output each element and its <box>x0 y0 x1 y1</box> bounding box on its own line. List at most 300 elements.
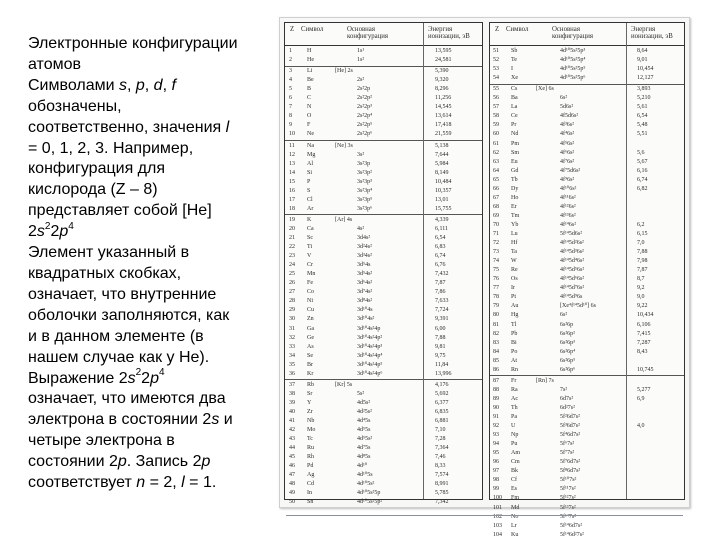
text-run: 2 <box>28 223 37 241</box>
atomic-number: 102 <box>493 513 502 520</box>
element-symbol: Dy <box>511 185 519 192</box>
ionization-energy: 8,296 <box>435 86 449 93</box>
outer-config: 4d⁵5s² <box>357 436 373 443</box>
ionization-energy: 6,835 <box>435 408 449 415</box>
ionization-energy: 21,559 <box>435 131 452 138</box>
table-row <box>490 203 684 212</box>
table-row <box>490 449 684 458</box>
ionization-energy: 7,98 <box>637 258 648 265</box>
text-run: p <box>135 76 145 94</box>
atomic-number: 33 <box>289 343 295 350</box>
outer-config: 3d⁵4s <box>357 262 371 269</box>
ionization-energy: 10,454 <box>637 66 654 73</box>
ionization-energy: 6,83 <box>435 244 446 251</box>
atomic-number: 92 <box>493 423 499 430</box>
atomic-number: 21 <box>289 235 295 241</box>
ionization-energy: 5,138 <box>435 142 449 149</box>
atomic-number: 60 <box>493 131 499 138</box>
outer-config: 5f²6d7s² <box>560 414 580 420</box>
ionization-energy: 13,595 <box>435 48 452 54</box>
scan-bottom-edge <box>286 515 683 516</box>
table-row <box>285 399 482 408</box>
ionization-energy: 9,0 <box>637 294 645 301</box>
ionization-energy: 11,256 <box>435 95 452 102</box>
outer-config: 4d¹⁰5s²5p <box>357 490 381 497</box>
element-symbol: W <box>511 258 517 265</box>
outer-config: 4f¹⁴5d³6s² <box>560 249 584 256</box>
ionization-energy: 9,2 <box>637 285 645 292</box>
atomic-number: 11 <box>289 142 295 149</box>
atomic-number: 35 <box>289 361 295 368</box>
table-row <box>285 489 482 498</box>
text-run: s <box>36 223 45 241</box>
table-row <box>285 334 482 343</box>
table-row <box>285 243 482 252</box>
atomic-number: 89 <box>493 395 499 402</box>
element-symbol: Ge <box>307 334 314 341</box>
text-line <box>28 118 268 139</box>
element-symbol: Ir <box>511 285 515 292</box>
element-symbol: Be <box>307 77 314 84</box>
table-row <box>285 297 482 306</box>
element-symbol: Fr <box>511 377 517 384</box>
atomic-number: 58 <box>493 113 499 120</box>
atomic-number: 55 <box>493 86 499 93</box>
ionization-energy: 11,84 <box>435 361 449 368</box>
atomic-number: 38 <box>289 390 295 397</box>
outer-config: 4d¹⁰5s²5p⁶ <box>560 75 586 82</box>
element-symbol: Pt <box>511 294 517 301</box>
element-symbol: Rb <box>307 381 315 388</box>
text-run: p <box>117 453 127 471</box>
atomic-number: 63 <box>493 158 499 165</box>
element-symbol: O <box>307 113 312 120</box>
element-symbol: Sr <box>307 390 313 397</box>
text-run: , <box>144 76 154 94</box>
outer-config: 4f¹⁴6s² <box>560 221 577 228</box>
element-symbol: Ra <box>511 386 518 393</box>
element-symbol: Pa <box>511 414 517 420</box>
outer-config: 4f¹¹6s² <box>560 194 576 201</box>
outer-config: 2s²2p⁵ <box>357 122 373 129</box>
outer-config: 3d4s² <box>357 235 371 241</box>
atomic-number: 46 <box>289 463 295 470</box>
element-symbol: Pd <box>307 463 314 470</box>
text-run: Электронные конфигурации <box>28 35 238 52</box>
element-symbol: Nd <box>511 131 519 138</box>
table-row <box>490 130 684 139</box>
atomic-number: 90 <box>493 404 499 411</box>
atomic-number: 70 <box>493 221 499 228</box>
atomic-number: 39 <box>289 399 295 406</box>
ionization-energy: 6,16 <box>637 167 648 174</box>
table-row <box>285 435 482 444</box>
element-symbol: Cl <box>307 196 313 203</box>
ionization-energy: 8,991 <box>435 481 449 488</box>
table-row <box>285 151 482 160</box>
text-run: p <box>201 453 211 471</box>
header-symbol: Символ <box>301 26 324 33</box>
ionization-energy: 6,74 <box>637 176 648 183</box>
table-row <box>490 85 684 94</box>
element-symbol: Cu <box>307 307 315 314</box>
table-row <box>490 149 684 158</box>
element-symbol: Tl <box>511 321 517 328</box>
outer-config: 3d¹⁰4s²4p³ <box>357 343 383 350</box>
element-symbol: Pm <box>511 140 520 147</box>
outer-config: 4d⁸5s <box>357 454 371 461</box>
text-run: f <box>171 76 176 94</box>
text-line <box>28 34 268 55</box>
table-row <box>490 339 684 348</box>
table-row <box>285 417 482 426</box>
atomic-number: 14 <box>289 169 295 176</box>
element-symbol: Po <box>511 348 518 355</box>
outer-config: 5f¹⁴6d7s² <box>560 522 583 529</box>
text-run: электрона в состоянии 2 <box>28 411 212 429</box>
table-row <box>490 185 684 194</box>
core-config: [Ar] 4s <box>335 216 353 223</box>
atomic-number: 19 <box>289 216 295 223</box>
text-run: нашем случае как у He). <box>28 348 210 366</box>
ionization-energy: 24,581 <box>435 57 452 64</box>
element-symbol: Ag <box>307 472 315 479</box>
element-symbol: H <box>307 48 312 54</box>
atomic-number: 76 <box>493 276 499 283</box>
element-symbol: Ku <box>511 531 519 538</box>
atomic-number: 84 <box>493 348 499 355</box>
ionization-energy: 7,644 <box>435 151 449 158</box>
ionization-energy: 13,01 <box>435 196 449 203</box>
atomic-number: 2 <box>289 57 292 64</box>
outer-config: 6d²7s² <box>560 404 575 411</box>
slide-text-block <box>28 34 268 494</box>
ionization-energy: 3,893 <box>637 86 651 93</box>
table-row <box>490 257 684 266</box>
outer-config: 3d³4s² <box>357 253 372 260</box>
text-run: Символами <box>28 76 119 94</box>
atomic-number: 56 <box>493 95 499 102</box>
outer-config: 3s²3p³ <box>357 178 372 185</box>
ionization-energy: 9,391 <box>435 316 449 323</box>
outer-config: 4d⁷5s <box>357 445 371 452</box>
text-run: обозначены, <box>28 97 122 115</box>
table-row <box>490 302 684 311</box>
table-row <box>490 348 684 357</box>
outer-config: 4d¹⁰ <box>357 463 368 470</box>
outer-config: 4f¹⁴5d⁴6s² <box>560 258 585 265</box>
element-symbol: Co <box>307 289 315 296</box>
element-symbol: Se <box>307 352 313 359</box>
element-symbol: Ce <box>511 113 518 120</box>
ionization-energy: 7,87 <box>637 267 648 274</box>
table-row <box>490 377 684 386</box>
element-symbol: C <box>307 95 312 102</box>
atomic-number: 48 <box>289 481 295 488</box>
table-row <box>490 112 684 121</box>
header-z: Z <box>290 26 295 33</box>
ionization-energy: 6,106 <box>637 321 651 328</box>
outer-config: 6s² <box>560 312 568 319</box>
element-symbol: Tc <box>307 436 313 443</box>
ionization-energy: 14,545 <box>435 104 452 111</box>
outer-config: 3d⁸4s² <box>357 298 373 305</box>
ionization-energy: 6,74 <box>435 253 446 260</box>
outer-config: 4d⁴5s <box>357 418 371 424</box>
atomic-number: 13 <box>289 160 295 167</box>
atomic-number: 67 <box>493 194 499 201</box>
table-row <box>285 94 482 103</box>
outer-config: 2s²2p⁶ <box>357 131 373 138</box>
ionization-energy: 9,320 <box>435 77 449 84</box>
ionization-energy: 6,111 <box>435 225 449 232</box>
text-run: и <box>219 411 233 429</box>
element-symbol: Ru <box>307 445 315 452</box>
outer-config: 5s² <box>357 390 365 397</box>
table-row <box>285 234 482 243</box>
table-row <box>490 522 684 531</box>
outer-config: 6s²6p <box>560 321 574 328</box>
outer-config: 3d¹⁰4s²4p <box>357 325 381 332</box>
atomic-number: 97 <box>493 468 499 475</box>
table-right-column <box>489 22 685 538</box>
text-run: = 2, <box>145 474 182 492</box>
atomic-number: 36 <box>289 370 295 377</box>
element-symbol: V <box>307 253 312 260</box>
ionization-energy: 5,692 <box>435 390 449 397</box>
ionization-energy: 7,88 <box>435 334 446 341</box>
atomic-number: 98 <box>493 477 499 484</box>
element-symbol: Th <box>511 404 518 411</box>
ionization-energy: 10,745 <box>637 366 654 373</box>
table-row <box>285 142 482 151</box>
outer-config: 6d7s² <box>560 395 574 402</box>
outer-config: 6s²6p² <box>560 330 575 337</box>
atomic-number: 4 <box>289 77 292 84</box>
ionization-energy: 6,881 <box>435 418 449 424</box>
outer-config: 3s²3p⁴ <box>357 187 373 194</box>
table-row <box>490 56 684 65</box>
element-symbol: Er <box>511 203 517 210</box>
outer-config: 4f⁷5d6s² <box>560 167 581 174</box>
ionization-energy: 7,86 <box>435 289 446 296</box>
text-run: оболочки заполняются, как <box>28 306 230 324</box>
element-symbol: N <box>307 104 312 111</box>
outer-config: 4f¹⁴5d⁵6s² <box>560 267 585 274</box>
text-line <box>28 431 268 452</box>
atomic-number: 24 <box>289 262 295 269</box>
atomic-number: 43 <box>289 436 295 443</box>
core-config: [Kr] 5s <box>335 381 353 388</box>
text-run: s <box>118 76 127 94</box>
table-row <box>490 176 684 185</box>
atomic-number: 100 <box>493 495 502 502</box>
atomic-number: 10 <box>289 131 295 138</box>
outer-config: 3s²3p <box>357 160 371 167</box>
table-row <box>285 112 482 121</box>
outer-config: 4d⁵5s <box>357 427 371 434</box>
table-row <box>285 352 482 361</box>
text-line <box>28 348 268 369</box>
ionization-energy: 7,46 <box>435 454 446 461</box>
text-run: 4 <box>158 367 165 379</box>
outer-config: 3d¹⁰4s²4p⁶ <box>357 370 383 377</box>
table-row <box>490 239 684 248</box>
ionization-energy: 5,785 <box>435 490 449 497</box>
ionization-energy: 5,390 <box>435 68 449 75</box>
outer-config: 4f5d6s² <box>560 113 579 120</box>
atomic-number: 52 <box>493 57 499 64</box>
table-row <box>285 261 482 270</box>
table-row <box>490 311 684 320</box>
text-line <box>28 389 268 410</box>
element-symbol: Ac <box>511 395 518 402</box>
header-z: Z <box>495 26 500 33</box>
ionization-energy: 5,48 <box>637 122 648 129</box>
ionization-energy: 5,6 <box>637 149 645 156</box>
ionization-energy: 5,210 <box>637 95 651 102</box>
table-row <box>285 47 482 56</box>
text-line <box>28 369 268 390</box>
ionization-energy: 6,54 <box>435 235 446 241</box>
text-line <box>28 410 268 431</box>
atomic-number: 37 <box>289 381 295 388</box>
element-symbol: Sm <box>511 149 520 156</box>
outer-config: 3s² <box>357 151 365 158</box>
header-energy: Энергия ионизации, эВ <box>631 26 673 40</box>
atomic-number: 86 <box>493 366 499 373</box>
text-line <box>28 139 268 160</box>
header-energy: Энергия ионизации, эВ <box>428 26 470 40</box>
text-run: означает, что внутренние <box>28 285 217 303</box>
element-symbol: Lr <box>511 522 517 529</box>
outer-config: 6s²6p⁶ <box>560 366 576 373</box>
outer-config: 5f¹⁰7s² <box>560 477 577 484</box>
element-symbol: Te <box>511 57 517 64</box>
atomic-number: 82 <box>493 330 499 337</box>
text-run: l <box>181 474 185 492</box>
outer-config: [Xe⁴f¹⁴5d¹⁰] 6s <box>560 303 597 310</box>
element-symbol: Hg <box>511 312 519 319</box>
outer-config: 4f¹⁴5d⁶6s² <box>560 276 585 283</box>
element-symbol: Zr <box>307 408 313 415</box>
table-row <box>285 56 482 65</box>
text-run: представляет собой [He] <box>28 202 212 220</box>
outer-config: 1s¹ <box>357 48 365 54</box>
ionization-energy: 9,75 <box>435 352 446 359</box>
element-symbol: Np <box>511 432 519 439</box>
atomic-number: 15 <box>289 178 295 185</box>
element-symbol: Pu <box>511 441 518 448</box>
atomic-number: 25 <box>289 271 295 278</box>
atomic-number: 47 <box>289 472 295 479</box>
ionization-energy: 7,88 <box>637 249 648 256</box>
text-line <box>28 473 268 494</box>
table-row <box>285 216 482 225</box>
ionization-energy: 7,724 <box>435 307 449 314</box>
ionization-energy: 6,9 <box>637 395 645 402</box>
outer-config: 6s²6p⁵ <box>560 357 576 364</box>
electron-configuration-table-image <box>279 17 690 538</box>
element-symbol: Kr <box>307 370 314 377</box>
atomic-number: 17 <box>289 196 295 203</box>
element-symbol: Ga <box>307 325 314 332</box>
element-symbol: Zn <box>307 316 314 323</box>
outer-config: 4d¹⁰5s²5p³ <box>560 48 586 54</box>
outer-config: 4f¹⁴5d⁹6s <box>560 294 583 301</box>
text-line <box>28 306 268 327</box>
element-symbol: Sc <box>307 235 313 241</box>
element-symbol: Al <box>307 160 313 167</box>
table-row <box>285 187 482 196</box>
ionization-energy: 8,149 <box>435 169 449 176</box>
text-run: квадратных скобках, <box>28 264 182 282</box>
outer-config: 5f⁷7s² <box>560 450 575 457</box>
outer-config: 4d¹⁰5s²5p² <box>357 499 383 506</box>
atomic-number: 31 <box>289 325 295 332</box>
element-symbol: Au <box>511 303 519 310</box>
element-symbol: Pb <box>511 330 518 337</box>
table-header-right <box>490 23 684 46</box>
table-row <box>490 94 684 103</box>
ionization-energy: 6,54 <box>637 113 648 120</box>
outer-config: 5f¹⁴6d²7s² <box>560 531 584 538</box>
table-row <box>490 485 684 494</box>
text-run: p <box>150 369 159 387</box>
atomic-number: 9 <box>289 122 292 129</box>
text-run: = 1. <box>184 474 217 492</box>
element-symbol: Cf <box>511 477 517 484</box>
atomic-number: 51 <box>493 48 499 54</box>
outer-config: 3s²3p⁵ <box>357 196 373 203</box>
element-symbol: Fm <box>511 495 520 502</box>
atomic-number: 18 <box>289 205 295 212</box>
text-run: p <box>59 223 69 241</box>
atomic-number: 40 <box>289 408 295 415</box>
atomic-number: 20 <box>289 225 295 232</box>
table-row <box>490 458 684 467</box>
text-line <box>28 222 268 243</box>
outer-config: 5f⁸6d7s² <box>560 468 581 475</box>
table-row <box>490 413 684 422</box>
core-config: [Xe] 6s <box>536 86 554 93</box>
outer-config: 5f¹¹7s² <box>560 486 576 493</box>
table-row <box>490 284 684 293</box>
outer-config: 3d¹⁰4s²4p⁴ <box>357 352 383 359</box>
element-symbol: Cr <box>307 262 313 269</box>
atomic-number: 88 <box>493 386 499 393</box>
table-row <box>285 196 482 205</box>
element-symbol: Y <box>307 399 312 406</box>
table-row <box>285 480 482 489</box>
table-row <box>490 293 684 302</box>
atomic-number: 6 <box>289 95 292 102</box>
atomic-number: 103 <box>493 522 502 529</box>
table-row <box>285 121 482 130</box>
ionization-energy: 7,574 <box>435 472 449 479</box>
table-row <box>490 47 684 56</box>
text-run: s <box>127 369 136 387</box>
outer-config: 4f⁷6s² <box>560 158 575 165</box>
atomic-number: 104 <box>493 531 502 538</box>
text-run: Элемент указанный в <box>28 244 190 262</box>
atomic-number: 87 <box>493 377 499 384</box>
table-row <box>285 205 482 214</box>
element-symbol: S <box>307 187 311 194</box>
header-symbol: Символ <box>506 26 529 33</box>
table-row <box>285 408 482 417</box>
atomic-number: 74 <box>493 258 499 265</box>
